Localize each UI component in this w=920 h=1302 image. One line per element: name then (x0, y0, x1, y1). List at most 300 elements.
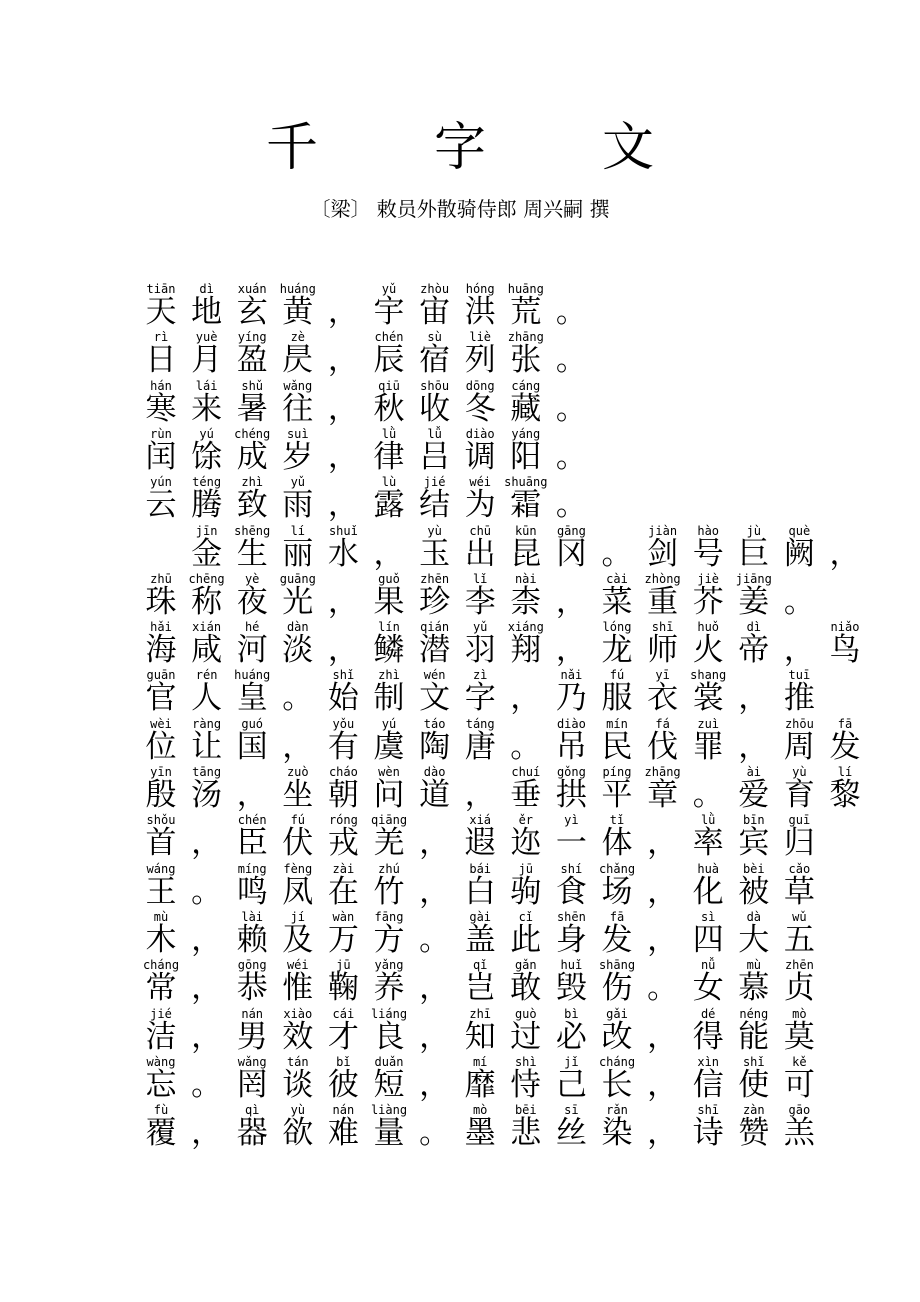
pinyin: qǐ (472, 958, 488, 973)
hanzi: 良 (373, 1018, 405, 1055)
hanzi: 吊 (555, 728, 587, 765)
pinyin: lí (837, 765, 853, 779)
hanzi: 龙 (601, 632, 633, 669)
pinyin: yǔ (472, 620, 488, 635)
hanzi: 。 (601, 535, 633, 572)
pinyin: kě (792, 1054, 807, 1069)
pinyin: mò (792, 1006, 807, 1021)
hanzi: 淡 (282, 632, 314, 669)
hanzi: 张 (510, 342, 542, 379)
hanzi: 官 (145, 680, 177, 717)
hanzi: ， (783, 632, 815, 669)
hanzi: 光 (282, 583, 314, 620)
hanzi: 章 (647, 777, 679, 813)
hanzi: ， (327, 342, 359, 379)
hanzi: ， (510, 680, 542, 717)
pinyin: shuāng (504, 475, 548, 490)
hanzi: 白 (464, 873, 496, 910)
hanzi: 夜 (236, 583, 268, 620)
pinyin: rùn (150, 426, 172, 441)
text-line (0, 427, 920, 475)
hanzi: 恃 (510, 1066, 542, 1103)
pinyin: mín (606, 716, 628, 731)
pinyin: ràng (192, 716, 222, 731)
pinyin: zhòng (644, 571, 681, 586)
hanzi: 方 (373, 921, 405, 958)
hanzi: 姜 (738, 583, 770, 620)
pinyin: què (788, 523, 811, 538)
pinyin: ài (746, 765, 762, 779)
pinyin: hóng (465, 282, 495, 296)
hanzi: 惟 (282, 970, 314, 1007)
pinyin: cài (606, 571, 628, 586)
pinyin: shāng (598, 958, 636, 973)
pinyin: wǔ (792, 909, 807, 924)
hanzi: 昆 (510, 535, 542, 572)
pinyin: fāng (374, 909, 404, 924)
hanzi: 羽 (464, 632, 496, 669)
pinyin: yún (150, 475, 172, 490)
pinyin: yì (564, 813, 579, 828)
pinyin: lǜ (700, 813, 716, 828)
pinyin: gǎi (606, 1006, 628, 1021)
hanzi: 食 (555, 873, 587, 910)
hanzi: 竹 (373, 873, 405, 910)
pinyin: wén (423, 668, 446, 683)
hanzi: 岁 (282, 438, 314, 475)
hanzi: ， (327, 438, 359, 475)
pinyin: diào (556, 716, 586, 731)
pinyin: bīn (742, 813, 765, 828)
hanzi: 伐 (647, 728, 679, 765)
pinyin: hán (150, 378, 172, 393)
hanzi: 往 (282, 390, 314, 427)
hanzi: 长 (601, 1066, 633, 1103)
pinyin: shǔ (241, 378, 264, 393)
hanzi: 阙 (783, 535, 815, 572)
pinyin: fā (609, 909, 625, 924)
hanzi: 地 (191, 294, 223, 330)
pinyin: jiāng (735, 571, 772, 586)
pinyin: yú (199, 426, 214, 441)
pinyin: zì (472, 668, 488, 683)
hanzi: 彼 (327, 1066, 359, 1103)
pinyin: hé (244, 620, 260, 635)
pinyin: shǐ (742, 1054, 765, 1069)
pinyin: shōu (420, 378, 450, 393)
pinyin: shí (560, 861, 583, 876)
hanzi: 及 (282, 921, 314, 958)
pinyin: lóng (602, 620, 632, 635)
hanzi: ， (738, 680, 770, 717)
hanzi: 。 (555, 438, 587, 475)
pinyin: liàng (370, 1103, 408, 1118)
pinyin: chéng (234, 426, 271, 441)
hanzi: 推 (783, 680, 815, 717)
hanzi: 岂 (464, 970, 496, 1007)
hanzi: 一 (555, 825, 587, 862)
hanzi: 珠 (145, 583, 177, 620)
hanzi: 生 (236, 535, 268, 572)
hanzi: 知 (464, 1018, 496, 1055)
hanzi: ， (647, 825, 679, 862)
pinyin: lí (290, 523, 306, 538)
hanzi: 。 (692, 777, 724, 813)
pinyin: zài (332, 861, 355, 876)
hanzi: 称 (191, 583, 223, 620)
pinyin: zuì (697, 716, 720, 731)
pinyin: fèng (283, 861, 313, 876)
pinyin: chén (237, 813, 267, 828)
pinyin: nài (514, 571, 537, 586)
hanzi: 玉 (419, 535, 451, 572)
pinyin: yù (290, 1103, 306, 1118)
hanzi: 养 (373, 970, 405, 1007)
pinyin: míng (237, 861, 267, 876)
hanzi: 身 (555, 921, 587, 958)
hanzi: 海 (145, 632, 177, 669)
pinyin: gǒng (556, 765, 586, 779)
pinyin: lǜ (381, 426, 397, 441)
pinyin: liè (469, 330, 492, 345)
pinyin: shī (697, 1103, 720, 1118)
hanzi: 腾 (191, 487, 223, 524)
hanzi: 咸 (191, 632, 223, 669)
pinyin: zhāng (507, 330, 544, 345)
hanzi: 覆 (145, 1115, 177, 1152)
hanzi: 出 (464, 535, 496, 572)
hanzi: 。 (191, 873, 223, 910)
hanzi: 悲 (510, 1115, 542, 1152)
pinyin: guó (241, 716, 264, 731)
pinyin: tiān (146, 282, 176, 296)
hanzi: 日 (145, 342, 177, 379)
hanzi: 火 (692, 632, 724, 669)
hanzi: ， (327, 487, 359, 524)
hanzi: 陶 (419, 728, 451, 765)
hanzi: 发 (601, 921, 633, 958)
pinyin: sù (427, 330, 442, 345)
hanzi: 。 (555, 487, 587, 524)
hanzi: 霜 (510, 487, 542, 524)
pinyin: gāo (788, 1103, 811, 1118)
pinyin: zhēn (420, 571, 450, 586)
hanzi: 草 (783, 873, 815, 910)
pinyin: guī (788, 813, 811, 828)
pinyin: xiáng (507, 620, 544, 635)
hanzi: 李 (464, 583, 496, 620)
hanzi: 。 (510, 728, 542, 765)
hanzi: 己 (555, 1066, 587, 1103)
hanzi: 盈 (236, 342, 268, 379)
hanzi: 发 (829, 728, 861, 765)
pinyin: yú (381, 716, 397, 731)
pinyin: yù (427, 523, 442, 538)
pinyin: shǒu (146, 813, 176, 828)
hanzi: 首 (145, 825, 177, 862)
hanzi: 赖 (236, 921, 268, 958)
pinyin: yī (655, 668, 670, 683)
pinyin: gài (469, 909, 492, 924)
pinyin: cǐ (518, 909, 534, 924)
hanzi: ， (647, 873, 679, 910)
text-line (0, 668, 920, 716)
hanzi: ， (647, 1115, 679, 1152)
hanzi: 殷 (145, 777, 177, 813)
hanzi: 坐 (282, 777, 314, 813)
hanzi: 木 (145, 921, 177, 958)
pinyin: qì (244, 1103, 260, 1118)
pinyin: xuán (237, 282, 267, 296)
pinyin: qiāng (370, 813, 408, 828)
pinyin: zuò (286, 765, 309, 779)
hanzi: 使 (738, 1066, 770, 1103)
hanzi: 敢 (510, 970, 542, 1007)
hanzi: 黄 (282, 294, 314, 330)
hanzi: 玄 (236, 294, 268, 330)
pinyin: yíng (237, 330, 267, 345)
pinyin: jīn (195, 523, 218, 538)
hanzi: 虞 (373, 728, 405, 765)
pinyin: tāng (192, 765, 222, 779)
hanzi: 闰 (145, 438, 177, 475)
hanzi: 恭 (236, 970, 268, 1007)
text-line (0, 765, 920, 813)
hanzi: 致 (236, 487, 268, 524)
text-line (0, 524, 920, 572)
pinyin: jū (518, 861, 534, 876)
hanzi: 珍 (419, 583, 451, 620)
pinyin: cáng (511, 378, 541, 393)
pinyin: zhāng (644, 765, 681, 779)
text-line (0, 1007, 920, 1055)
hanzi: 位 (145, 728, 177, 765)
pinyin: cháo (328, 765, 358, 779)
hanzi: 字 (464, 680, 496, 717)
hanzi: 短 (373, 1066, 405, 1103)
pinyin: mù (153, 909, 169, 924)
pinyin: bái (469, 861, 492, 876)
hanzi: 。 (783, 583, 815, 620)
hanzi: ， (373, 535, 405, 572)
hanzi: 菜 (601, 583, 633, 620)
text-line (0, 1055, 920, 1103)
pinyin: huǐ (560, 958, 583, 973)
hanzi: 云 (145, 487, 177, 524)
hanzi: 盖 (464, 921, 496, 958)
hanzi: 鳞 (373, 632, 405, 669)
pinyin: fú (290, 813, 306, 828)
text-line (0, 862, 920, 910)
pinyin: lái (195, 378, 218, 393)
pinyin: jí (290, 909, 306, 924)
hanzi: 女 (692, 970, 724, 1007)
pinyin: huāng (507, 282, 544, 296)
pinyin: gōng (237, 958, 267, 973)
hanzi: 冈 (555, 535, 587, 572)
hanzi: 雨 (282, 487, 314, 524)
hanzi: ， (419, 825, 451, 862)
pinyin: guāng (279, 571, 316, 586)
pinyin: lǚ (427, 426, 442, 441)
hanzi: ， (419, 970, 451, 1007)
pinyin: shēng (234, 523, 271, 538)
pinyin: jǐ (564, 1054, 579, 1069)
hanzi: 戎 (327, 825, 359, 862)
hanzi: 慕 (738, 970, 770, 1007)
hanzi: 忘 (145, 1066, 177, 1103)
pinyin: dì (746, 620, 762, 635)
pinyin: qiū (378, 378, 400, 393)
hanzi: 毁 (555, 970, 587, 1007)
hanzi: 金 (191, 535, 223, 572)
text-line (0, 572, 920, 620)
pinyin: gǎn (514, 958, 537, 973)
text-line (0, 813, 920, 861)
hanzi: 化 (692, 873, 724, 910)
hanzi: 大 (738, 921, 770, 958)
pinyin: wǎng (237, 1054, 267, 1069)
hanzi: 伏 (282, 825, 314, 862)
pinyin: yǒu (332, 716, 355, 731)
hanzi: 藏 (510, 390, 542, 427)
hanzi: 常 (145, 970, 177, 1007)
hanzi: 天 (145, 294, 177, 330)
pinyin: mí (472, 1054, 488, 1069)
text-line (0, 1103, 920, 1151)
pinyin: huà (697, 861, 720, 876)
pinyin: bì (564, 1006, 579, 1021)
pinyin: wǎng (283, 378, 313, 393)
pinyin: yǎng (374, 958, 404, 973)
pinyin: dà (746, 909, 762, 924)
hanzi: 得 (692, 1018, 724, 1055)
hanzi: ， (647, 921, 679, 958)
hanzi: 鸟 (829, 632, 861, 669)
hanzi: 。 (647, 970, 679, 1007)
hanzi: 秋 (373, 390, 405, 427)
pinyin: fú (609, 668, 625, 683)
hanzi: 水 (327, 535, 359, 572)
pinyin: liáng (370, 1006, 408, 1021)
pinyin: téng (192, 475, 222, 490)
hanzi: 荒 (510, 294, 542, 330)
hanzi: 此 (510, 921, 542, 958)
hanzi: 可 (783, 1066, 815, 1103)
hanzi: 体 (601, 825, 633, 862)
hanzi: 昃 (282, 342, 314, 379)
hanzi: ， (191, 825, 223, 862)
hanzi: ， (419, 1018, 451, 1055)
pinyin: zhōu (784, 716, 814, 731)
pinyin: rén (195, 668, 218, 683)
hanzi: 剑 (647, 535, 679, 572)
pinyin: chū (469, 523, 492, 538)
hanzi: 朝 (327, 777, 359, 813)
hanzi: 量 (373, 1115, 405, 1152)
pinyin: dōng (465, 378, 495, 393)
hanzi: 谈 (282, 1066, 314, 1103)
pinyin: wèi (150, 716, 172, 731)
hanzi: ， (191, 1115, 223, 1152)
hanzi: 皇 (236, 680, 268, 717)
pinyin: guǒ (378, 571, 400, 586)
hanzi: 果 (373, 583, 405, 620)
hanzi: ， (464, 777, 496, 813)
hanzi: 洁 (145, 1018, 177, 1055)
pinyin: rǎn (606, 1103, 628, 1118)
pinyin: fā (837, 716, 853, 731)
pinyin: rì (153, 330, 169, 345)
pinyin: cháng (598, 1054, 636, 1069)
pinyin: wéi (469, 475, 492, 490)
pinyin: bèi (742, 861, 765, 876)
hanzi: 丽 (282, 535, 314, 572)
pinyin: shuǐ (328, 523, 358, 538)
hanzi: 河 (236, 632, 268, 669)
pinyin: kūn (514, 523, 537, 538)
document-title: 千 字 文 (265, 118, 686, 178)
hanzi: 露 (373, 487, 405, 524)
hanzi: 四 (692, 921, 724, 958)
hanzi: 器 (236, 1115, 268, 1152)
pinyin: tuī (788, 668, 811, 683)
pinyin: zhī (469, 1006, 492, 1021)
pinyin: zhū (150, 571, 172, 586)
hanzi: 裳 (692, 680, 724, 717)
pinyin: guò (514, 1006, 537, 1021)
hanzi: 文 (419, 680, 451, 717)
hanzi: 人 (191, 680, 223, 717)
pinyin: róng (328, 813, 358, 828)
hanzi: 伤 (601, 970, 633, 1007)
hanzi: ， (647, 1066, 679, 1103)
hanzi: 冬 (464, 390, 496, 427)
hanzi: ， (647, 1018, 679, 1055)
hanzi: 凤 (282, 873, 314, 910)
hanzi: 场 (601, 873, 633, 910)
hanzi: 赞 (738, 1115, 770, 1152)
pinyin: lín (378, 620, 400, 635)
hanzi: 羌 (373, 825, 405, 862)
hanzi: 让 (191, 728, 223, 765)
pinyin: yuè (195, 330, 218, 345)
hanzi: 衣 (647, 680, 679, 717)
pinyin: hào (697, 523, 720, 538)
pinyin: bǐ (336, 1054, 351, 1069)
hanzi: 过 (510, 1018, 542, 1055)
hanzi: 。 (419, 1115, 451, 1152)
hanzi: 馀 (191, 438, 223, 475)
hanzi: 巨 (738, 535, 770, 572)
hanzi: 鸣 (236, 873, 268, 910)
pinyin: yīn (150, 765, 172, 779)
pinyin: zhì (378, 668, 400, 683)
pinyin: chuí (511, 765, 541, 779)
pinyin: fù (153, 1103, 169, 1118)
pinyin: gāng (556, 523, 586, 538)
pinyin: ěr (518, 813, 534, 828)
hanzi: 效 (282, 1018, 314, 1055)
pinyin: xiá (469, 813, 492, 828)
pinyin: nǚ (700, 958, 716, 973)
hanzi: 必 (555, 1018, 587, 1055)
pinyin: wèn (378, 765, 400, 779)
pinyin: táng (465, 716, 495, 731)
pinyin: nǎi (560, 668, 583, 683)
pinyin: niǎo (830, 620, 860, 635)
hanzi: 丝 (555, 1115, 587, 1152)
